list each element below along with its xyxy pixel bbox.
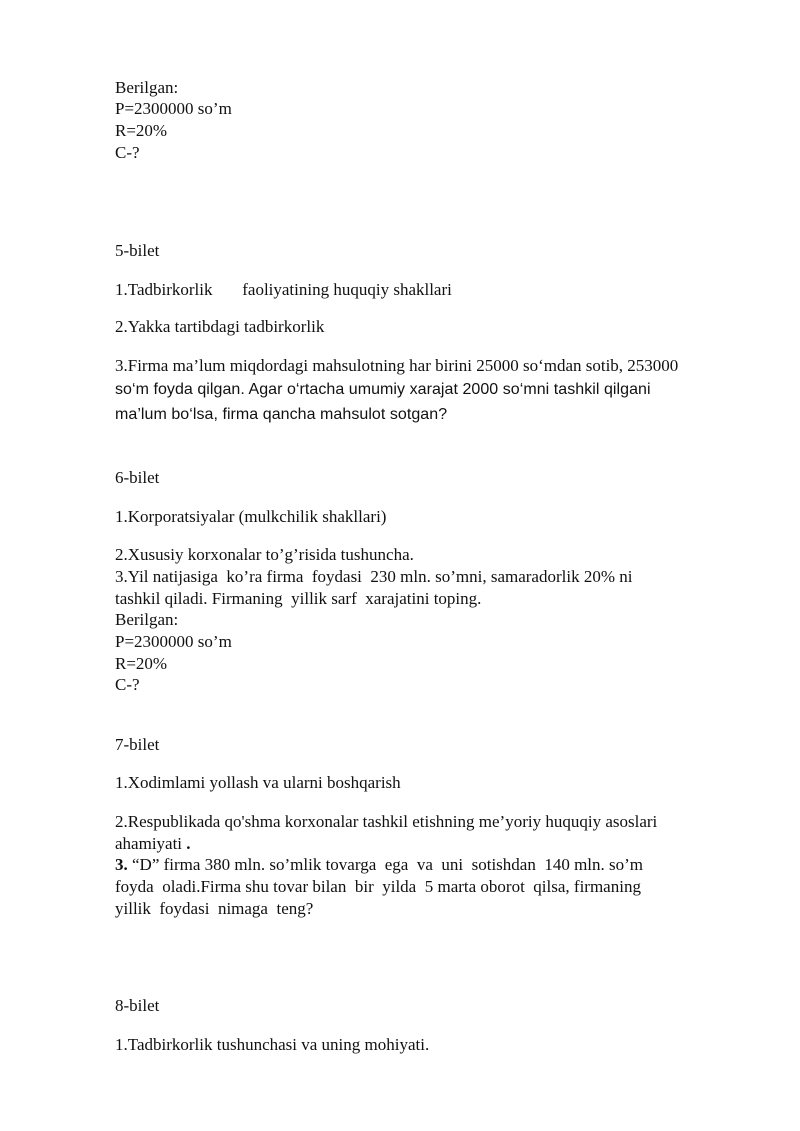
bilet-7-question-3-line-2: [115, 877, 641, 897]
bilet-7-question-2-dot: .: [182, 834, 191, 853]
bilet-7-title: 7-bilet: [115, 735, 160, 754]
bilet-6-question-3-line-2: [115, 589, 481, 609]
bilet-8-title: 8-bilet: [115, 996, 160, 1015]
bilet-7-question-2-line-2-text: ahamiyati: [115, 834, 183, 853]
bilet-7-question-3-line-3: [115, 899, 313, 919]
given-p: P=2300000 so’m: [115, 99, 232, 118]
bilet-6-question-3-line-1: [115, 567, 632, 587]
bilet-6-question-1: 1.Korporatsiyalar (mulkchilik shakllari): [115, 507, 387, 526]
bilet-6-question-3-line-1-text: 3.Yil natijasiga ko’ra firma foydasi 230 mln. so’mni, samaradorlik 20% ni: [115, 567, 633, 586]
bilet-7-question-1: 1.Xodimlami yollash va ularni boshqarish: [115, 773, 401, 792]
bilet-6-title: 6-bilet: [115, 468, 160, 487]
bilet-7-question-2-line-2: [115, 834, 191, 854]
bilet-7-question-3-line-1-text: “D” firma 380 mln. so’mlik tovarga ega va uni sotishdan 140 mln. so’m: [127, 855, 644, 874]
bilet-7-question-3-line-2-text: foyda oladi.Firma shu tovar bilan bir yilda 5 marta oborot qilsa, firmaning: [115, 877, 641, 896]
bilet-5-title: 5-bilet: [115, 241, 160, 260]
given-c: C-?: [115, 143, 140, 162]
bilet-7-question-3-number: 3.: [115, 855, 128, 874]
bilet-6-given-p: P=2300000 so’m: [115, 632, 232, 651]
given-label: Berilgan:: [115, 78, 179, 97]
bilet-6-question-2: 2.Xususiy korxonalar to’g’risida tushuncha.: [115, 545, 414, 564]
bilet-5-question-3-line-3: ma’lum bo‘lsa, firma qancha mahsulot sotgan?: [115, 406, 448, 423]
bilet-7-question-2-line-1: 2.Respublikada qo'shma korxonalar tashkil etishning me’yoriy huquqiy asoslari: [115, 812, 658, 831]
bilet-5-question-2: 2.Yakka tartibdagi tadbirkorlik: [115, 317, 325, 336]
bilet-5-question-1: [115, 280, 452, 300]
bilet-6-given-r: R=20%: [115, 654, 168, 673]
bilet-8-question-1: 1.Tadbirkorlik tushunchasi va uning mohiyati.: [115, 1035, 430, 1054]
bilet-5-question-3-line-2: so‘m foyda qilgan. Agar o‘rtacha umumiy xarajat 2000 so‘mni tashkil qilgani: [115, 381, 651, 398]
bilet-5-question-1-text: 1.Tadbirkorlik faoliyatining huquqiy shakllari: [115, 280, 452, 299]
bilet-7-question-3-line-1: [115, 855, 643, 875]
bilet-7-question-3-line-3-text: yillik foydasi nimaga teng?: [115, 899, 314, 918]
bilet-5-question-3-line-1: 3.Firma ma’lum miqdordagi mahsulotning har birini 25000 so‘mdan sotib, 253000: [115, 356, 679, 375]
given-r: R=20%: [115, 121, 168, 140]
bilet-6-question-3-line-2-text: tashkil qiladi. Firmaning yillik sarf xarajatini toping.: [115, 589, 482, 608]
bilet-6-given-label: Berilgan:: [115, 610, 179, 629]
bilet-6-given-c: C-?: [115, 675, 140, 694]
